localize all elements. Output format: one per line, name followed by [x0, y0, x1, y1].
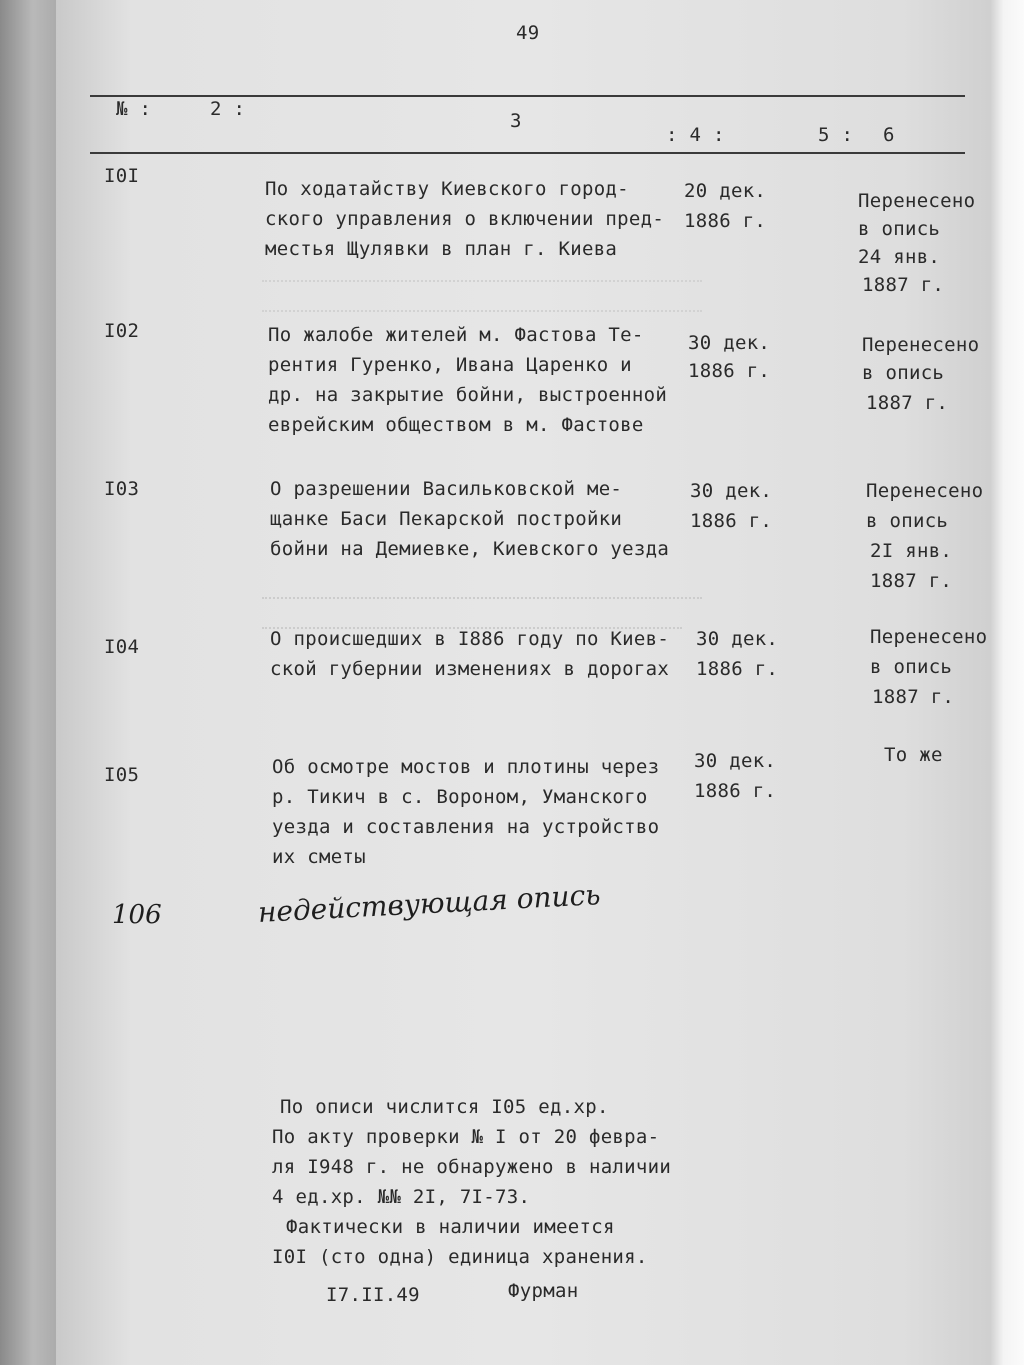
right-page-edge [990, 0, 1024, 1365]
handwritten-note: недействующая опись [257, 878, 602, 929]
header-col-1: № : [116, 98, 152, 120]
row-title-line: уезда и составления на устройство [272, 816, 660, 838]
row-note-line: 24 янв. [858, 246, 941, 268]
row-note-line: 2I янв. [870, 540, 953, 562]
header-col-2: 2 : [210, 98, 246, 120]
page-number: 49 [516, 22, 540, 44]
handwritten-number: 106 [112, 900, 162, 930]
row-title-line: бойни на Демиевке, Киевского уезда [270, 538, 670, 560]
bleed-through-mark [262, 605, 682, 629]
row-title-line: их сметы [272, 846, 366, 868]
row-title-line: рентия Гуренко, Ивана Царенко и [268, 354, 632, 376]
row-number: I02 [104, 320, 140, 342]
signature-name: Фурман [508, 1280, 579, 1302]
header-col-5: 5 : [818, 124, 854, 146]
row-date-line: 1886 г. [694, 780, 777, 802]
row-title-line: др. на закрытие бойни, выстроенной [268, 384, 668, 406]
row-date-line: 30 дек. [694, 750, 777, 772]
header-top-rule [90, 95, 965, 97]
bleed-through-mark [262, 575, 702, 599]
header-bottom-rule [90, 152, 965, 154]
row-note-line: 1887 г. [870, 570, 953, 592]
row-title-line: О происшедших в I886 году по Киев- [270, 628, 670, 650]
header-col-3: 3 [510, 110, 522, 132]
row-note-line: 1887 г. [866, 392, 949, 414]
row-title-line: местья Щулявки в план г. Киева [265, 238, 618, 260]
row-note-line: 1887 г. [872, 686, 955, 708]
summary-line: ля I948 г. не обнаружено в наличии [272, 1156, 672, 1178]
row-number: I0I [104, 165, 140, 187]
row-note-line: То же [884, 744, 943, 766]
row-date-line: 30 дек. [690, 480, 773, 502]
row-title-line: По ходатайству Киевского город- [265, 178, 629, 200]
row-note-line: 1887 г. [862, 274, 945, 296]
row-title-line: О разрешении Васильковской ме- [270, 478, 623, 500]
row-number: I04 [104, 636, 140, 658]
row-title-line: еврейским обществом в м. Фастове [268, 414, 644, 436]
signature-date: I7.II.49 [326, 1284, 420, 1306]
row-title-line: щанке Баси Пекарской постройки [270, 508, 623, 530]
row-title-line: По жалобе жителей м. Фастова Те- [268, 324, 644, 346]
header-col-6: 6 [883, 124, 895, 146]
row-title-line: р. Тикич в с. Вороном, Уманского [272, 786, 648, 808]
bleed-through-mark [262, 262, 702, 282]
summary-line: По акту проверки № I от 20 февра- [272, 1126, 660, 1148]
row-number: I05 [104, 764, 140, 786]
row-note-line: Перенесено [870, 626, 988, 648]
row-date-line: 1886 г. [696, 658, 779, 680]
row-title-line: Об осмотре мостов и плотины через [272, 756, 660, 778]
summary-line: По описи числится I05 ед.хр. [280, 1096, 609, 1118]
header-col-4: : 4 : [666, 124, 725, 146]
row-title-line: ской губернии изменениях в дорогах [270, 658, 670, 680]
row-date-line: 1886 г. [688, 360, 771, 382]
row-date-line: 1886 г. [690, 510, 773, 532]
summary-line: 4 ед.хр. №№ 2I, 7I-73. [272, 1186, 531, 1208]
row-number: I03 [104, 478, 140, 500]
row-title-line: ского управления о включении пред- [265, 208, 665, 230]
row-note-line: в опись [862, 362, 945, 384]
row-date-line: 30 дек. [696, 628, 779, 650]
row-note-line: в опись [866, 510, 949, 532]
row-note-line: Перенесено [858, 190, 976, 212]
row-note-line: в опись [858, 218, 941, 240]
row-date-line: 20 дек. [684, 180, 767, 202]
summary-line: Фактически в наличии имеется [286, 1216, 615, 1238]
summary-line: I0I (сто одна) единица хранения. [272, 1246, 648, 1268]
row-note-line: Перенесено [862, 334, 980, 356]
row-date-line: 30 дек. [688, 332, 771, 354]
row-note-line: в опись [870, 656, 953, 678]
bleed-through-mark [262, 292, 702, 312]
row-date-line: 1886 г. [684, 210, 767, 232]
row-note-line: Перенесено [866, 480, 984, 502]
left-page-edge [0, 0, 60, 1365]
